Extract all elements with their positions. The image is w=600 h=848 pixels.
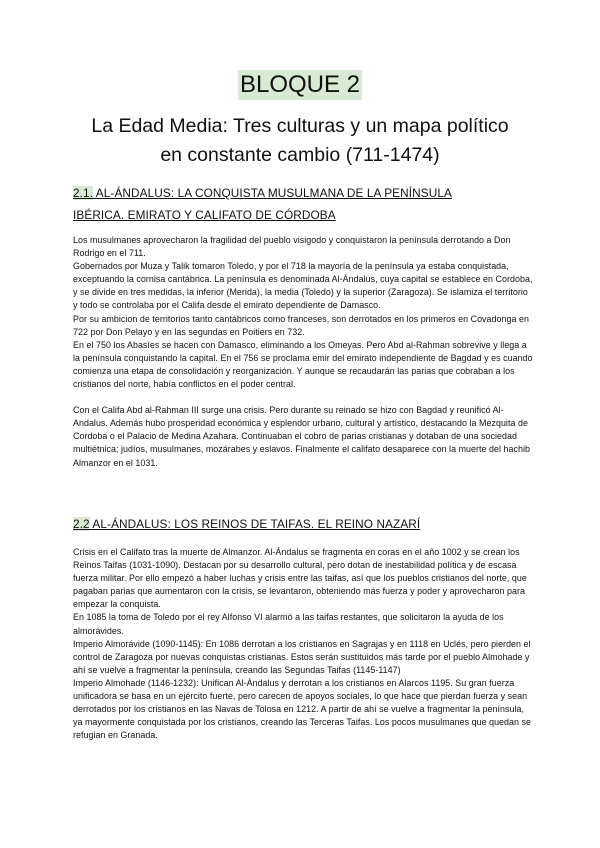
bloque-title: BLOQUE 2	[239, 71, 361, 98]
bloque-heading	[0, 70, 600, 100]
paragraph: Imperio Almorávide (1090-1145): En 1086 derrotan a los cristianos en Sagrajas y en 1118 en Uclés, pero pierden el control de Zaragoza por nuevas conquistas cristianas. Estos serán sustituidos más tarde por el pueblo Almohade y ahí se vuelve a fragmentar la península, creando las Segundas Taifas (1145-1147)	[73, 638, 531, 675]
section-heading-2-1	[73, 182, 533, 226]
section-title-part: AL-ÁNDALUS: LA CONQUISTA MUSULMANA DE LA PENÍNSULA	[93, 186, 452, 200]
paragraph: Crisis en el Califato tras la muerte de Almanzor. Al-Ándalus se fragmenta en coras en el año 1002 y se crean los Reinos Taifas (1031-1090). Destacan por su desarrollo cultural, pero dotan de inestabilidad política y de escasa fuerza militar. Por ello empezó a haber luchas y crisis entre las taifas, así que los pueblos cristianos del norte, que pagaban parias que aumentaron con la crisis, se levantaron, obteniendo más fuerza y poder y aprovecharon para empezar la conquista.	[73, 547, 527, 610]
section-heading-line	[73, 513, 533, 535]
paragraph: En 1085 la toma de Toledo por el rey Alfonso VI alarmó a las taifas restantes, que solicitaron la ayuda de los almorávides.	[73, 612, 504, 636]
subtitle-line: en constante cambio (711-1474)	[160, 144, 440, 166]
section-title-part: AL-ÁNDALUS: LOS REINOS DE TAIFAS. EL REINO NAZARÍ	[89, 517, 421, 531]
section-heading-2-2	[73, 513, 533, 535]
paragraph: Por su ambicion de territorios tanto cantábricos como franceses, son derrotados en los primeros en Covadonga en 722 por Don Pelayo y en las segundas en Poitiers en 732.	[73, 313, 529, 337]
section-number: 2.1.	[73, 186, 94, 200]
paragraph: Los musulmanes aprovecharon la fragilidad del pueblo visigodo y conquistaron la península derrotando a Don Rodrigo en el 711.	[73, 235, 511, 259]
section-heading-line: IBÉRICA. EMIRATO Y CALIFATO DE CÓRDOBA	[73, 208, 336, 222]
section-heading-line	[73, 182, 533, 204]
subtitle-line: La Edad Media: Tres culturas y un mapa político	[91, 115, 509, 137]
paragraph: Imperio Almohade (1146-1232): Unifican Al-Ándalus y derrotan a los cristianos en Alarcos 1195. Su gran fuerza unificadora se basa en un ejército fuerte, pero carecen de apoyos sociales, lo que hace que pierdan fuerza y sean derrotados por los cristianos en las Navas de Tolosa en 1212. A partir de ahí se vuelve a fragmentar la península, ya mayormente conquistada por los cristianos, creando las Terceras Taifas. Los pocos musulmanes que quedan se refugian en Granada.	[73, 677, 531, 741]
section-body-2-1	[73, 234, 533, 470]
paragraph: Con el Califa Abd al-Rahman III surge una crisis. Pero durante su reinado se hizo con Bagdad y reunificó Al-Andalus. Además hubo prosperidad económica y esplendor urbano, cultural y artístico, destacando la Mezquita de Cordoba o el Palacio de Medina Azahara. Continuaban el cobro de parias cristianas y dotaban de una sociedad multiétnica; judíos, musulmanes, mozárabes y eslavos. Finalmente el califato desaparece con la muerte del hachib Almanzor en el 1031.	[73, 405, 530, 468]
section-body-2-2	[73, 546, 533, 742]
page-subtitle	[60, 112, 540, 170]
section-number: 2.2	[73, 517, 90, 531]
paragraph: Gobernados por Muza y Talik tomaron Toledo, y por el 718 la mayoría de la península ya estaba conquistada, exceptuando la cornisa cantábrica. La península es denominada Al-Ándalus, cuya capital se establece en Cordoba, y se divide en tres medidas, la inferior (Merida), la media (Toledo) y la superior (Zaragoza). Se islamiza el territorio y todo se controlaba por el Califa desde el emirato dependiente de Damasco.	[73, 261, 533, 311]
paragraph: En el 750 los Abasíes se hacen con Damasco, eliminando a los Omeyas. Pero Abd al-Rahman sobrevive y llega a la península conquistando la capital. En el 756 se proclama emir del emirato independiente de Bagdad y es cuando comienza una etapa de consolidación y reorganización. Y aunque se recaudarán las parias que cobraban a los cristianos del norte, había conflictos en el poder central.	[73, 339, 533, 390]
